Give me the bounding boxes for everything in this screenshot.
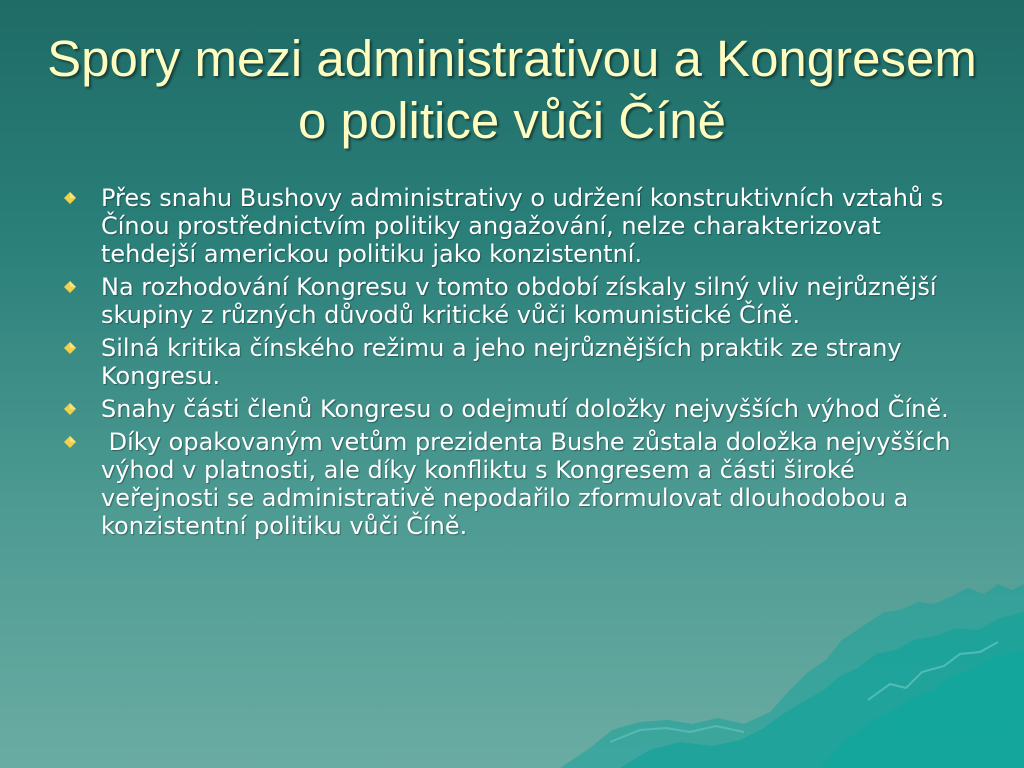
bullet-text: Díky opakovaným vetům prezidenta Bushe zůstala doložka nejvyšších výhod v platnosti, ale díky konfliktu s Kongresem a části široké veřejnosti se administrativě nepodařilo zformulovat dlouhodobou a konzistentní politiku vůči Číně.	[101, 428, 959, 540]
diamond-bullet-icon	[64, 281, 76, 293]
bullet-list	[60, 184, 965, 545]
bullet-text: Přes snahu Bushovy administrativy o udržení konstruktivních vztahů s Čínou prostřednictvím politiky angažování, nelze charakterizovat tehdejší americkou politiku jako konzistentní.	[101, 184, 944, 268]
bullet-text: Snahy části členů Kongresu o odejmutí doložky nejvyšších výhod Číně.	[101, 395, 949, 423]
diamond-bullet-icon	[64, 192, 76, 204]
bullet-text: Na rozhodování Kongresu v tomto období získaly silný vliv nejrůznější skupiny z různých důvodů kritické vůči komunistické Číně.	[101, 273, 937, 329]
diamond-bullet-icon	[64, 436, 76, 448]
bullet-item	[60, 273, 965, 329]
diamond-bullet-icon	[64, 342, 76, 354]
diamond-bullet-icon	[64, 403, 76, 415]
slide-title: Spory mezi administrativou a Kongresem o politice vůči Číně	[47, 30, 977, 149]
bullet-text: Silná kritika čínského režimu a jeho nejrůznějších praktik ze strany Kongresu.	[101, 334, 902, 390]
bullet-item	[60, 395, 965, 423]
bullet-item	[60, 184, 965, 268]
bullet-item	[60, 334, 965, 390]
bullet-item	[60, 428, 965, 540]
